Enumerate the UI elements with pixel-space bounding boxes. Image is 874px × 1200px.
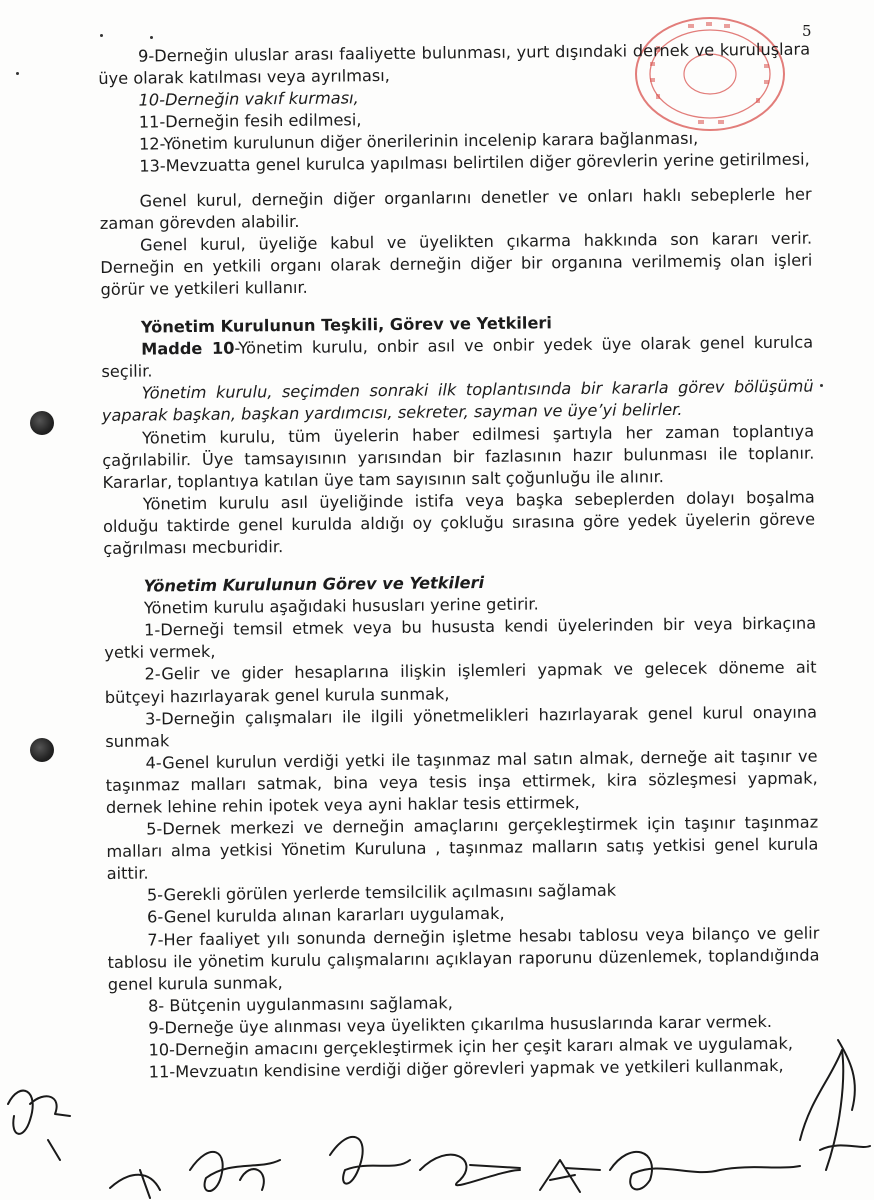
duty-item: 5-Gerekli görülen yerlerde temsilcilik açılmasını sağlamak: [146, 880, 617, 905]
item-12: 12-Yönetim kurulunun diğer önerilerinin incelenip karara bağlanması,: [138, 129, 699, 154]
item-9: 9-Derneğin uluslar arası faaliyette bulunması, yurt dışındaki dernek ve kuruluşlara üye olarak katılması veya ayrılması,: [98, 39, 811, 89]
duty-item: 5-Dernek merkezi ve derneğin amaçlarını gerçekleştirmek için taşınır taşınmaz malları alma yetkisi Yönetim Kuruluna , taşınmaz malların satış yetkisi genel kurula aittir.: [106, 812, 819, 884]
document-body: [98, 39, 821, 1085]
page-number: 5: [802, 22, 812, 40]
duty-item: 6-Genel kurulda alınan kararları uygulamak,: [147, 904, 505, 928]
item-13: 13-Mevzuatta genel kurulca yapılması belirtilen diğer görevlerin yerine getirilmesi,: [139, 150, 810, 177]
general-assembly-membership: Genel kurul, üyeliğe kabul ve üyelikten çıkarma hakkında son kararı verir. Derneğin en yetkili organı olarak derneğin diğer bir organına verilmemiş olan işleri görür ve yetkileri kullanır.: [100, 228, 813, 299]
item-10: 10-Derneğin vakıf kurması,: [138, 88, 359, 110]
duties-intro: Yönetim kurulu aşağıdaki hususları yerine getirir.: [143, 594, 539, 618]
board-meetings: Yönetim kurulu, tüm üyelerin haber edilmesi şartıyla her zaman toplantıya çağrılabilir. Üye tamsayısının yarısından bir fazlasının hazır bulunması ile toplanır. Kararlar, toplantıya katılan üye tam sayısının salt çoğunluğu ile alınır.: [102, 421, 815, 492]
handwritten-signatures: [0, 1020, 874, 1200]
article-label: Madde 10: [141, 338, 235, 359]
duty-item: 11-Mevzuatın kendisine verdiği diğer görevleri yapmak ve yetkileri kullanmak,: [148, 1056, 784, 1082]
board-vacancy: Yönetim kurulu asıl üyeliğinde istifa veya başka sebeplerden dolayı boşalma olduğu taktirde genel kurulda aldığı oy çokluğu sırasına göre yedek üyelerin göreve çağrılması mecburidir.: [102, 487, 816, 558]
item-11: 11-Derneğin fesih edilmesi,: [138, 110, 362, 132]
section-heading-board-duties: Yönetim Kurulunun Görev ve Yetkileri: [143, 573, 485, 596]
duty-item: 9-Derneğe üye alınması veya üyelikten çıkarılma hususlarında karar vermek.: [148, 1011, 773, 1038]
duty-item: 4-Genel kurulun verdiği yetki ile taşınmaz mal satın almak, derneğe ait taşınır ve taşınmaz malları satmak, bina veya tesis inşa ettirmek, kira sözleşmesi yapmak, dernek lehine rehin ipotek veya ayni haklar tesis ettirmek,: [105, 746, 818, 817]
duty-item: 8- Bütçenin uygulanmasını sağlamak,: [147, 993, 453, 1016]
punch-hole-bottom: [30, 738, 54, 762]
speck: [100, 34, 103, 37]
section-heading-board-formation: Yönetim Kurulunun Teşkili, Görev ve Yetkileri: [140, 313, 552, 337]
duty-item: 2-Gelir ve gider hesaplarına ilişkin işlemleri yapmak ve gelecek döneme ait bütçeyi hazırlayarak genel kurula sunmak,: [104, 657, 817, 707]
duty-item: 3-Derneğin çalışmaları ile ilgili yönetmelikleri hazırlayarak genel kurul onayına sunmak: [105, 702, 818, 751]
board-role-distribution: Yönetim kurulu, seçimden sonraki ilk toplantısında bir kararla görev bölüşümü yaparak başkan, başkan yardımcısı, sekreter, sayman ve üye’yi belirler.: [101, 376, 814, 426]
article-10: [101, 332, 813, 384]
duty-item: 1-Derneği temsil etmek veya bu hususta kendi üyelerinden bir veya birkaçına yetki vermek,: [104, 613, 817, 663]
duty-item: 7-Her faaliyet yılı sonunda derneğin işletme hesabı tablosu veya bilanço ve gelir tablosu ile yönetim kurulu çalışmalarını açıklayan raporunu düzenlemek, toplandığında genel kurula sunmak,: [107, 923, 820, 994]
duty-item: 10-Derneğin amacını gerçekleştirmek için her çeşit kararı almak ve uygulamak,: [148, 1033, 794, 1060]
speck: [820, 384, 823, 387]
punch-hole-top: [30, 411, 54, 435]
speck: [16, 72, 19, 75]
general-assembly-oversight: Genel kurul, derneğin diğer organlarını denetler ve onları haklı sebeplerle her zaman görevden alabilir.: [99, 184, 812, 233]
speck: [150, 36, 153, 39]
article-text: -Yönetim kurulu, onbir asıl ve onbir yedek üye olarak genel kurulca seçilir.: [101, 332, 814, 382]
